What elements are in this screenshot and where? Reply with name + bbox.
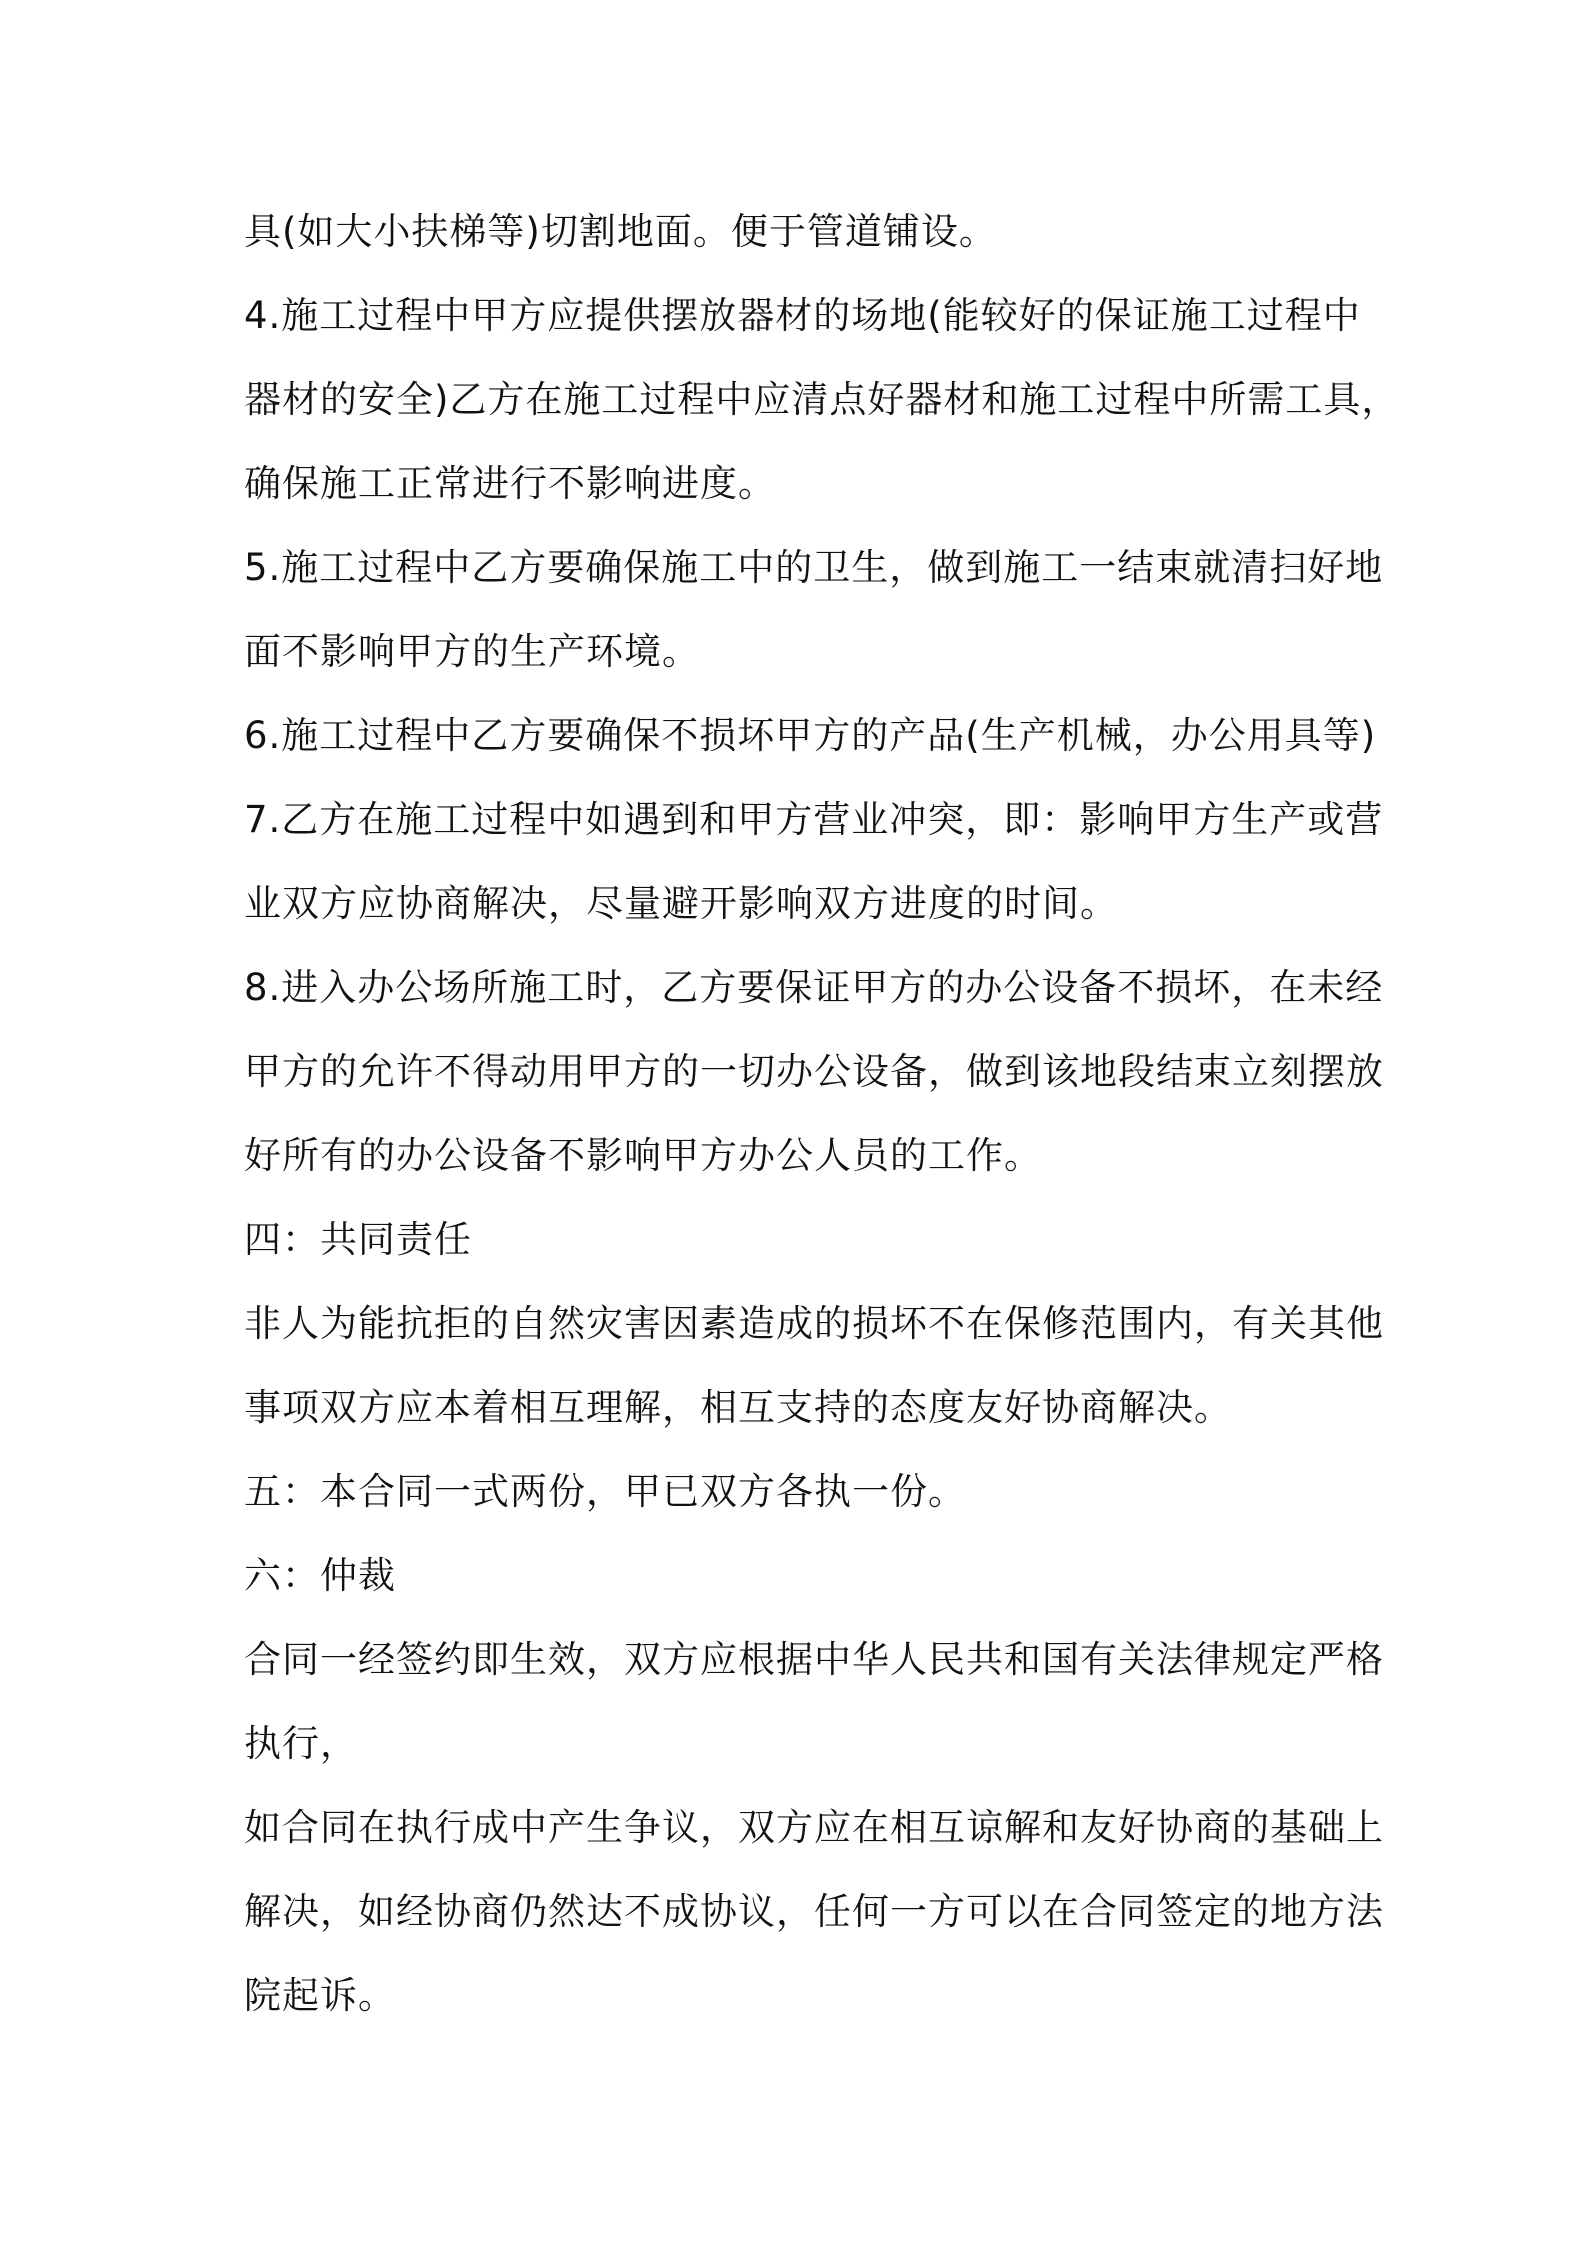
clause-4-line-1: 4.施工过程中甲方应提供摆放器材的场地(能较好的保证施工过程中 [244,294,1361,337]
joint-responsibility-line-2: 事项双方应本着相互理解，相互支持的态度友好协商解决。 [244,1386,1232,1429]
clause-7-line-1: 7.乙方在施工过程中如遇到和甲方营业冲突，即：影响甲方生产或营 [244,798,1384,841]
clause-4-line-2: 器材的安全)乙方在施工过程中应清点好器材和施工过程中所需工具， [244,378,1400,421]
joint-responsibility-line-1: 非人为能抗拒的自然灾害因素造成的损坏不在保修范围内，有关其他 [244,1302,1384,1345]
arbitration-line-5: 院起诉。 [244,1974,396,2017]
arbitration-line-2: 执行， [244,1722,358,1765]
section-heading-joint-responsibility: 四：共同责任 [244,1218,472,1261]
clause-8-line-1: 8.进入办公场所施工时，乙方要保证甲方的办公设备不损坏，在未经 [244,966,1384,1009]
contract-text [244,190,1400,2038]
clause-4-line-3: 确保施工正常进行不影响进度。 [244,462,776,505]
clause-8-line-2: 甲方的允许不得动用甲方的一切办公设备，做到该地段结束立刻摆放 [244,1050,1384,1093]
clause-6-line-1: 6.施工过程中乙方要确保不损坏甲方的产品(生产机械，办公用具等) [244,714,1377,757]
clause-7-line-2: 业双方应协商解决，尽量避开影响双方进度的时间。 [244,882,1118,925]
text-line: 具(如大小扶梯等)切割地面。便于管道铺设。 [244,210,997,253]
arbitration-line-3: 如合同在执行成中产生争议，双方应在相互谅解和友好协商的基础上 [244,1806,1384,1849]
clause-5-line-2: 面不影响甲方的生产环境。 [244,630,700,673]
section-copies: 五：本合同一式两份，甲已双方各执一份。 [244,1470,966,1513]
arbitration-line-1: 合同一经签约即生效，双方应根据中华人民共和国有关法律规定严格 [244,1638,1384,1681]
clause-5-line-1: 5.施工过程中乙方要确保施工中的卫生，做到施工一结束就清扫好地 [244,546,1384,589]
clause-8-line-3: 好所有的办公设备不影响甲方办公人员的工作。 [244,1134,1042,1177]
section-heading-arbitration: 六：仲裁 [244,1554,396,1597]
arbitration-line-4: 解决，如经协商仍然达不成协议，任何一方可以在合同签定的地方法 [244,1890,1384,1933]
